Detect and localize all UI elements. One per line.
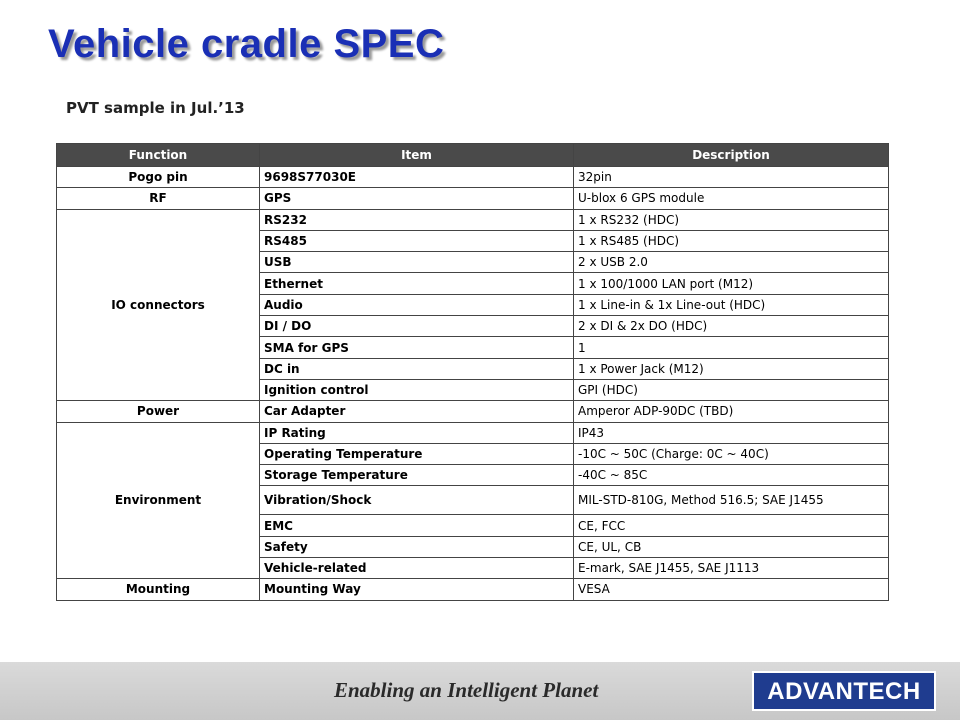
- description-cell: 1 x RS232 (HDC): [574, 209, 889, 230]
- item-cell: Safety: [260, 536, 574, 557]
- item-cell: EMC: [260, 515, 574, 536]
- description-cell: 1: [574, 337, 889, 358]
- item-cell: RS232: [260, 209, 574, 230]
- function-cell: Mounting: [57, 579, 260, 600]
- description-cell: MIL-STD-810G, Method 516.5; SAE J1455: [574, 486, 889, 515]
- item-cell: GPS: [260, 188, 574, 209]
- item-cell: USB: [260, 252, 574, 273]
- advantech-logo: [752, 671, 936, 711]
- item-cell: 9698S77030E: [260, 167, 574, 188]
- description-cell: 1 x Power Jack (M12): [574, 358, 889, 379]
- item-cell: Mounting Way: [260, 579, 574, 600]
- description-cell: -10C ~ 50C (Charge: 0C ~ 40C): [574, 443, 889, 464]
- description-cell: 32pin: [574, 167, 889, 188]
- item-cell: DI / DO: [260, 316, 574, 337]
- header-description: Description: [574, 144, 889, 167]
- description-cell: 2 x DI & 2x DO (HDC): [574, 316, 889, 337]
- advantech-logo-mark: [756, 675, 932, 707]
- logo-text: ADVANTECH: [767, 678, 921, 705]
- item-cell: RS485: [260, 230, 574, 251]
- table-row: [57, 579, 889, 600]
- footer-slogan: Enabling an Intelligent Planet: [334, 678, 599, 702]
- function-cell: Power: [57, 401, 260, 422]
- function-cell: Environment: [57, 422, 260, 579]
- item-cell: Audio: [260, 294, 574, 315]
- table-row: [57, 167, 889, 188]
- function-cell: RF: [57, 188, 260, 209]
- description-cell: 1 x 100/1000 LAN port (M12): [574, 273, 889, 294]
- table-header-row: [57, 144, 889, 167]
- item-cell: IP Rating: [260, 422, 574, 443]
- description-cell: GPI (HDC): [574, 379, 889, 400]
- item-cell: Car Adapter: [260, 401, 574, 422]
- function-cell: IO connectors: [57, 209, 260, 401]
- table-row: [57, 209, 889, 230]
- description-cell: CE, UL, CB: [574, 536, 889, 557]
- spec-table: [56, 143, 889, 601]
- item-cell: Storage Temperature: [260, 465, 574, 486]
- header-function: Function: [57, 144, 260, 167]
- description-cell: Amperor ADP-90DC (TBD): [574, 401, 889, 422]
- header-item: Item: [260, 144, 574, 167]
- description-cell: 1 x Line-in & 1x Line-out (HDC): [574, 294, 889, 315]
- table-row: [57, 401, 889, 422]
- description-cell: IP43: [574, 422, 889, 443]
- description-cell: VESA: [574, 579, 889, 600]
- item-cell: Ignition control: [260, 379, 574, 400]
- item-cell: Operating Temperature: [260, 443, 574, 464]
- description-cell: 1 x RS485 (HDC): [574, 230, 889, 251]
- function-cell: Pogo pin: [57, 167, 260, 188]
- item-cell: SMA for GPS: [260, 337, 574, 358]
- description-cell: E-mark, SAE J1455, SAE J1113: [574, 558, 889, 579]
- page-subtitle: PVT sample in Jul.’13: [66, 99, 245, 117]
- item-cell: Vehicle-related: [260, 558, 574, 579]
- page-title: Vehicle cradle SPEC: [48, 22, 445, 66]
- description-cell: 2 x USB 2.0: [574, 252, 889, 273]
- item-cell: DC in: [260, 358, 574, 379]
- item-cell: Ethernet: [260, 273, 574, 294]
- table-row: [57, 188, 889, 209]
- table-row: [57, 422, 889, 443]
- description-cell: CE, FCC: [574, 515, 889, 536]
- item-cell: Vibration/Shock: [260, 486, 574, 515]
- description-cell: -40C ~ 85C: [574, 465, 889, 486]
- description-cell: U-blox 6 GPS module: [574, 188, 889, 209]
